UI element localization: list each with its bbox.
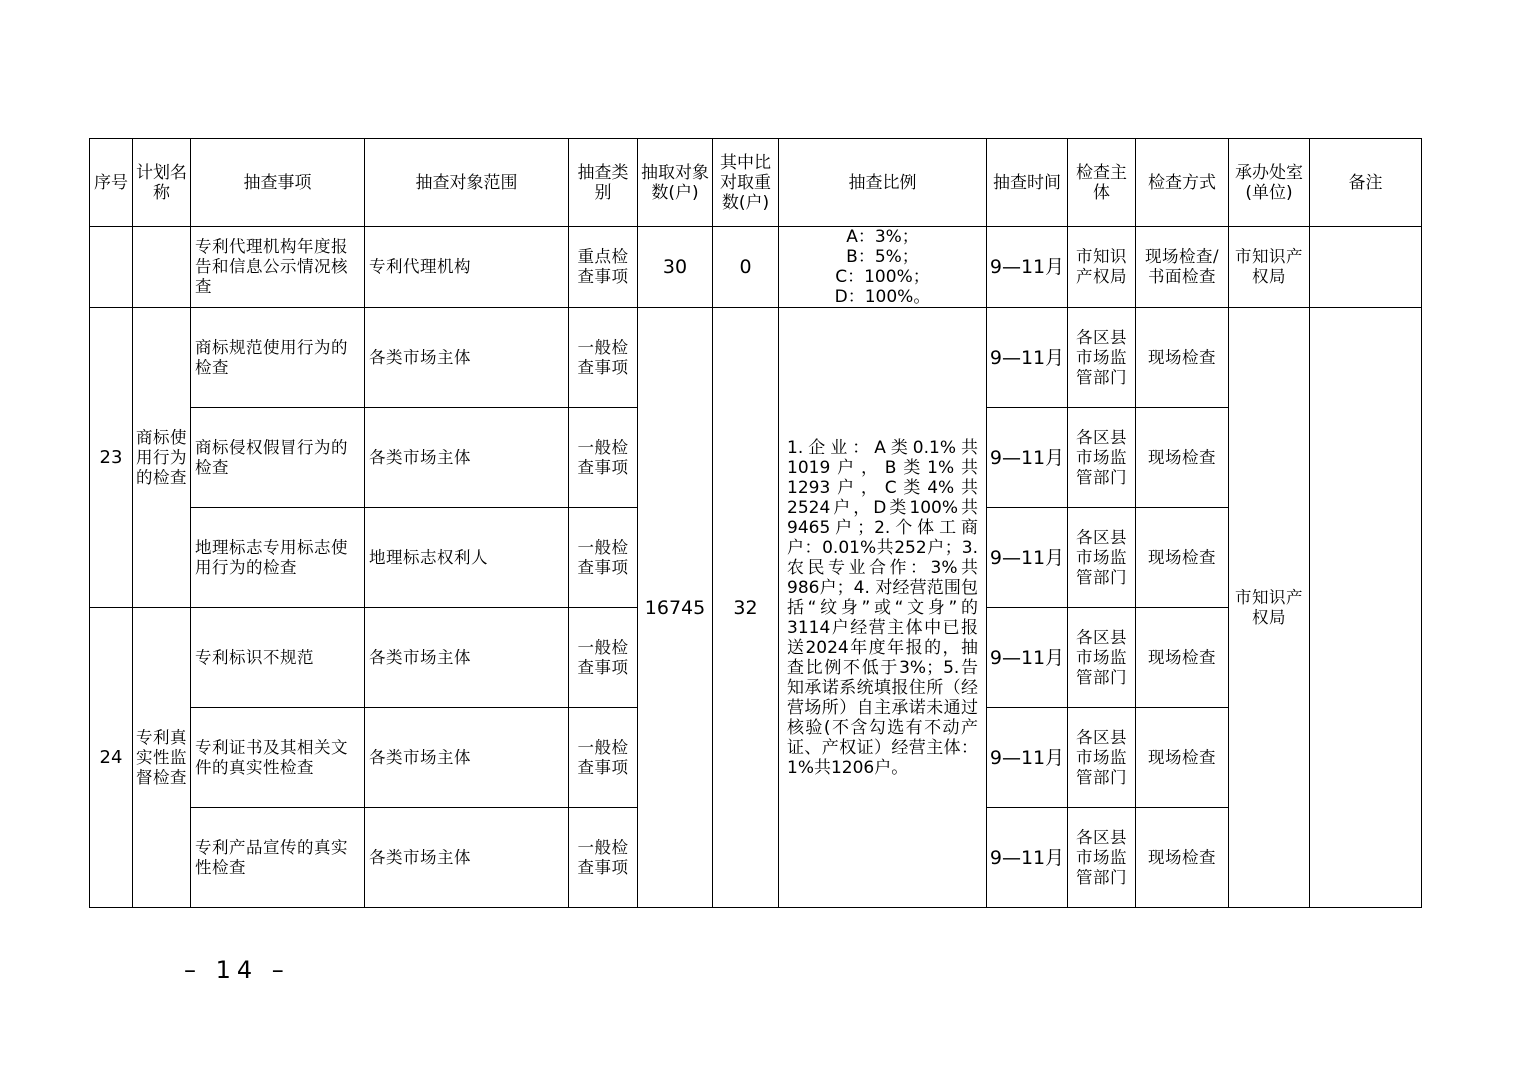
- header-overlap-count: 其中比对取重数(户): [713, 139, 779, 227]
- method-cell: 现场检查: [1136, 308, 1229, 408]
- time-cell: 9—11月: [987, 508, 1068, 608]
- office-cell: 市知识产权局: [1229, 227, 1310, 308]
- ratio-merged-cell: 1.企业：A类0.1%共1019户，B类1%共1293户，C类4%共2524户，D类100%共9465户；2.个体工商户：0.01%共252户；3.农民专业合作：3%共986户；4. 对经营范围包括“纹身”或“文身”的3114户经营主体中已报送2024年度年报的，抽查比例不低于3%；5.告知承诺系统填报住所（经营场所）自主承诺未通过核验(不含勾选有不动产证、产权证）经营主体：1%共1206户。: [779, 308, 987, 908]
- category-cell: 一般检查事项: [569, 708, 638, 808]
- method-cell: 现场检查: [1136, 508, 1229, 608]
- time-cell: 9—11月: [987, 408, 1068, 508]
- category-cell: 一般检查事项: [569, 408, 638, 508]
- remark-merged-cell: [1310, 308, 1422, 908]
- subject-cell: 各区县市场监管部门: [1068, 808, 1136, 908]
- method-cell: 现场检查: [1136, 608, 1229, 708]
- header-scope: 抽查对象范围: [365, 139, 569, 227]
- header-row: [90, 139, 1422, 227]
- scope-cell: 各类市场主体: [365, 808, 569, 908]
- category-cell: 一般检查事项: [569, 808, 638, 908]
- office-merged-cell: 市知识产权局: [1229, 308, 1310, 908]
- subject-cell: 各区县市场监管部门: [1068, 408, 1136, 508]
- time-cell: 9—11月: [987, 708, 1068, 808]
- item-cell: 地理标志专用标志使用行为的检查: [191, 508, 365, 608]
- subject-cell: 各区县市场监管部门: [1068, 708, 1136, 808]
- ratio-cell: [779, 227, 987, 308]
- scope-cell: 各类市场主体: [365, 308, 569, 408]
- scope-cell: 专利代理机构: [365, 227, 569, 308]
- page-number: – 14 –: [184, 956, 290, 984]
- category-cell: 一般检查事项: [569, 608, 638, 708]
- plan-name-cell: [133, 227, 191, 308]
- method-cell: 现场检查: [1136, 408, 1229, 508]
- item-cell: 商标规范使用行为的检查: [191, 308, 365, 408]
- method-cell: 现场检查/书面检查: [1136, 227, 1229, 308]
- header-seq: 序号: [90, 139, 133, 227]
- header-method: 检查方式: [1136, 139, 1229, 227]
- plan-name-cell: 商标使用行为的检查: [133, 308, 191, 608]
- table-row: [90, 308, 1422, 408]
- ratio-line: C：100%；: [835, 267, 930, 287]
- header-office: 承办处室(单位): [1229, 139, 1310, 227]
- remark-cell: [1310, 227, 1422, 308]
- item-cell: 专利证书及其相关文件的真实性检查: [191, 708, 365, 808]
- item-cell: 商标侵权假冒行为的检查: [191, 408, 365, 508]
- header-item: 抽查事项: [191, 139, 365, 227]
- scope-cell: 各类市场主体: [365, 708, 569, 808]
- sample-count-merged-cell: 16745: [638, 308, 713, 908]
- method-cell: 现场检查: [1136, 808, 1229, 908]
- time-cell: 9—11月: [987, 608, 1068, 708]
- header-ratio: 抽查比例: [779, 139, 987, 227]
- subject-cell: 各区县市场监管部门: [1068, 508, 1136, 608]
- ratio-line: A：3%；: [846, 227, 919, 247]
- time-cell: 9—11月: [987, 227, 1068, 308]
- category-cell: 一般检查事项: [569, 308, 638, 408]
- header-time: 抽查时间: [987, 139, 1068, 227]
- header-plan-name: 计划名称: [133, 139, 191, 227]
- header-sample-count: 抽取对象数(户): [638, 139, 713, 227]
- header-remark: 备注: [1310, 139, 1422, 227]
- subject-cell: 各区县市场监管部门: [1068, 608, 1136, 708]
- seq-cell: 24: [90, 608, 133, 908]
- scope-cell: 各类市场主体: [365, 608, 569, 708]
- overlap-count-cell: 0: [713, 227, 779, 308]
- scope-cell: 各类市场主体: [365, 408, 569, 508]
- method-cell: 现场检查: [1136, 708, 1229, 808]
- seq-cell: 23: [90, 308, 133, 608]
- ratio-line: D：100%。: [834, 287, 931, 307]
- table-row: [90, 227, 1422, 308]
- item-cell: 专利标识不规范: [191, 608, 365, 708]
- inspection-plan-table: [89, 138, 1422, 908]
- category-cell: 重点检查事项: [569, 227, 638, 308]
- sample-count-cell: 30: [638, 227, 713, 308]
- subject-cell: 市知识产权局: [1068, 227, 1136, 308]
- header-subject: 检查主体: [1068, 139, 1136, 227]
- plan-name-cell: 专利真实性监督检查: [133, 608, 191, 908]
- overlap-count-merged-cell: 32: [713, 308, 779, 908]
- scope-cell: 地理标志权利人: [365, 508, 569, 608]
- time-cell: 9—11月: [987, 308, 1068, 408]
- category-cell: 一般检查事项: [569, 508, 638, 608]
- item-cell: 专利代理机构年度报告和信息公示情况核查: [191, 227, 365, 308]
- seq-cell: [90, 227, 133, 308]
- ratio-line: B：5%；: [846, 247, 919, 267]
- time-cell: 9—11月: [987, 808, 1068, 908]
- subject-cell: 各区县市场监管部门: [1068, 308, 1136, 408]
- item-cell: 专利产品宣传的真实性检查: [191, 808, 365, 908]
- header-category: 抽查类别: [569, 139, 638, 227]
